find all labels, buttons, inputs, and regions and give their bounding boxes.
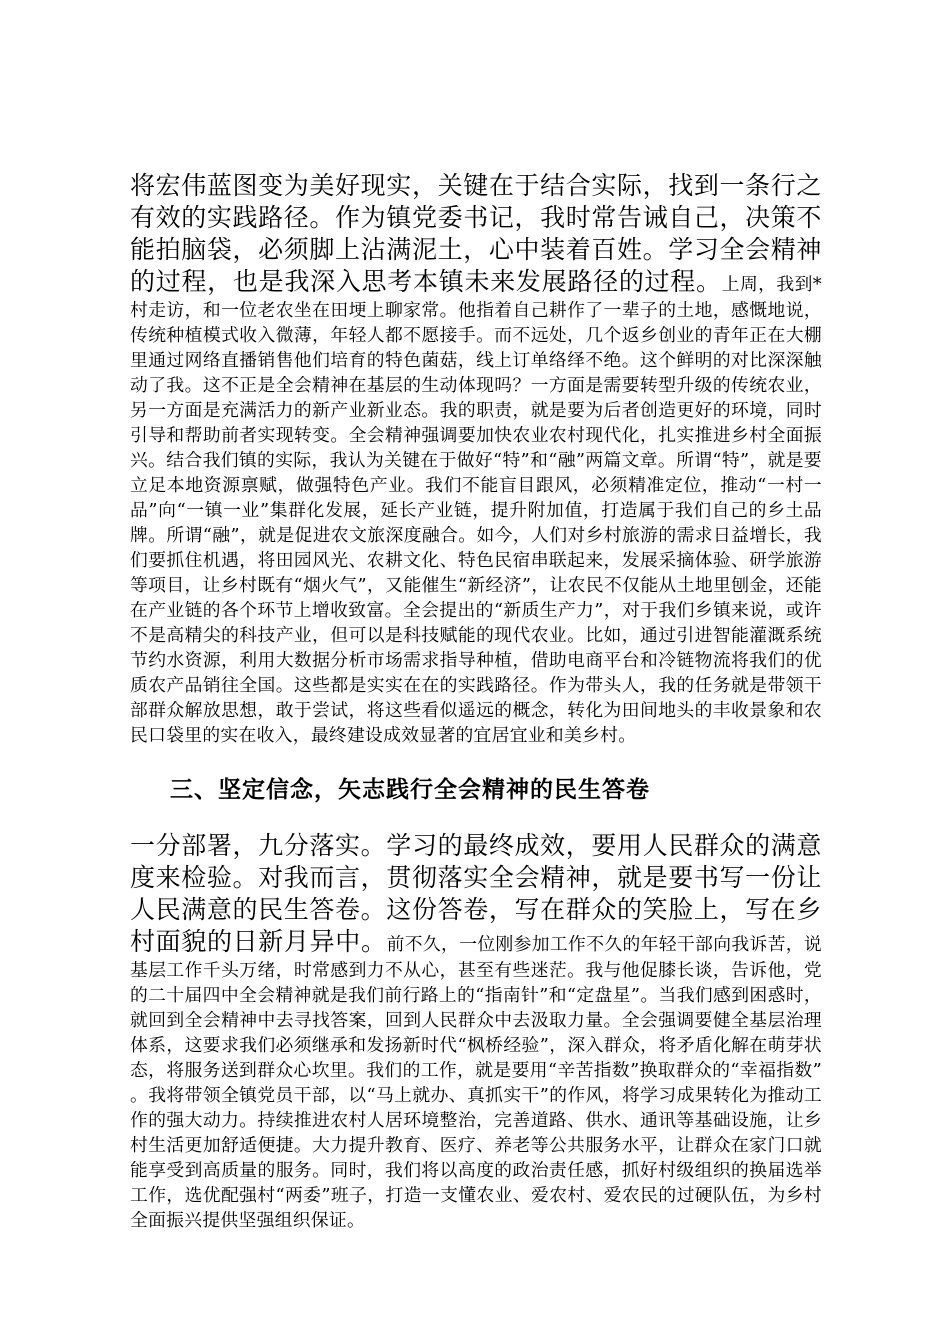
paragraph-livelihood-answer <box>130 830 822 1233</box>
document-page <box>130 170 822 1233</box>
paragraph-lead-text: 一分部署，九分落实。学习的最终成效，要用人民群众的满意度来检验。对我而言，贯彻落实全会精神，就是要书写一份让人民满意的民生答卷。这份答卷，写在群众的笑脸上，写在乡村面貌的日新月异中。 <box>130 831 822 956</box>
section-heading: 三、坚定信念，矢志践行全会精神的民生答卷 <box>170 777 650 803</box>
paragraph-lead-text: 将宏伟蓝图变为美好现实，关键在于结合实际，找到一条行之有效的实践路径。作为镇党委书记，我时常告诫自己，决策不能拍脑袋，必须脚上沾满泥土，心中装着百姓。学习全会精神的过程，也是我深入思考本镇未来发展路径的过程。 <box>130 171 822 296</box>
paragraph-body-text: 前不久，一位刚参加工作不久的年轻干部向我诉苦，说基层工作千头万绪，时常感到力不从心，甚至有些迷茫。我与他促膝长谈，告诉他，党的二十届四中全会精神就是我们前行路上的“指南针”和“定盘星”。当我们感到困惑时，就回到全会精神中去寻找答案，回到人民群众中去汲取力量。全会强调要健全基层治理体系，这要求我们必须继承和发扬新时代“枫桥经验”，深入群众，将矛盾化解在萌芽状态，将服务送到群众心坎里。我们的工作，就是要用“辛苦指数”换取群众的“幸福指数”。我将带领全镇党员干部，以“马上就办、真抓实干”的作风，将学习成果转化为推动工作的强大动力。持续推进农村人居环境整治，完善道路、供水、通讯等基础设施，让乡村生活更加舒适便捷。大力提升教育、医疗、养老等公共服务水平，让群众在家门口就能享受到高质量的服务。同时，我们将以高度的政治责任感，抓好村级组织的换届选举工作，选优配强村“两委”班子，打造一支懂农业、爱农村、爱农民的过硬队伍，为乡村全面振兴提供坚强组织保证。 <box>130 934 822 1231</box>
paragraph-implementation-path <box>130 170 822 748</box>
paragraph-body-text: 上周，我到*村走访，和一位老农坐在田埂上聊家常。他指着自己耕作了一辈子的土地，感慨地说，传统种植模式收入微薄，年轻人都不愿接手。而不远处，几个返乡创业的青年正在大棚里通过网络直播销售他们培育的特色菌菇，线上订单络绎不绝。这个鲜明的对比深深触动了我。这不正是全会精神在基层的生动体现吗？一方面是需要转型升级的传统农业，另一方面是充满活力的新产业新业态。我的职责，就是要为后者创造更好的环境，同时引导和帮助前者实现转变。全会精神强调要加快农业农村现代化，扎实推进乡村全面振兴。结合我们镇的实际，我认为关键在于做好“特”和“融”两篇文章。所谓“特”，就是要立足本地资源禀赋，做强特色产业。我们不能盲目跟风，必须精准定位，推动“一村一品”向“一镇一业”集群化发展，延长产业链，提升附加值，打造属于我们自己的乡土品牌。所谓“融”，就是促进农文旅深度融合。如今，人们对乡村旅游的需求日益增长，我们要抓住机遇，将田园风光、农耕文化、特色民宿串联起来，发展采摘体验、研学旅游等项目，让乡村既有“烟火气”，又能催生“新经济”，让农民不仅能从土地里刨金，还能在产业链的各个环节上增收致富。全会提出的“新质生产力”，对于我们乡镇来说，或许不是高精尖的科技产业，但可以是科技赋能的现代农业。比如，通过引进智能灌溉系统节约水资源，利用大数据分析市场需求指导种植，借助电商平台和冷链物流将我们的优质农产品销往全国。这些都是实实在在的实践路径。作为带头人，我的任务就是带领干部群众解放思想，敢于尝试，将这些看似遥远的概念，转化为田间地头的丰收景象和农民口袋里的实在收入，最终建设成效显著的宜居宜业和美乡村。 <box>130 274 822 746</box>
